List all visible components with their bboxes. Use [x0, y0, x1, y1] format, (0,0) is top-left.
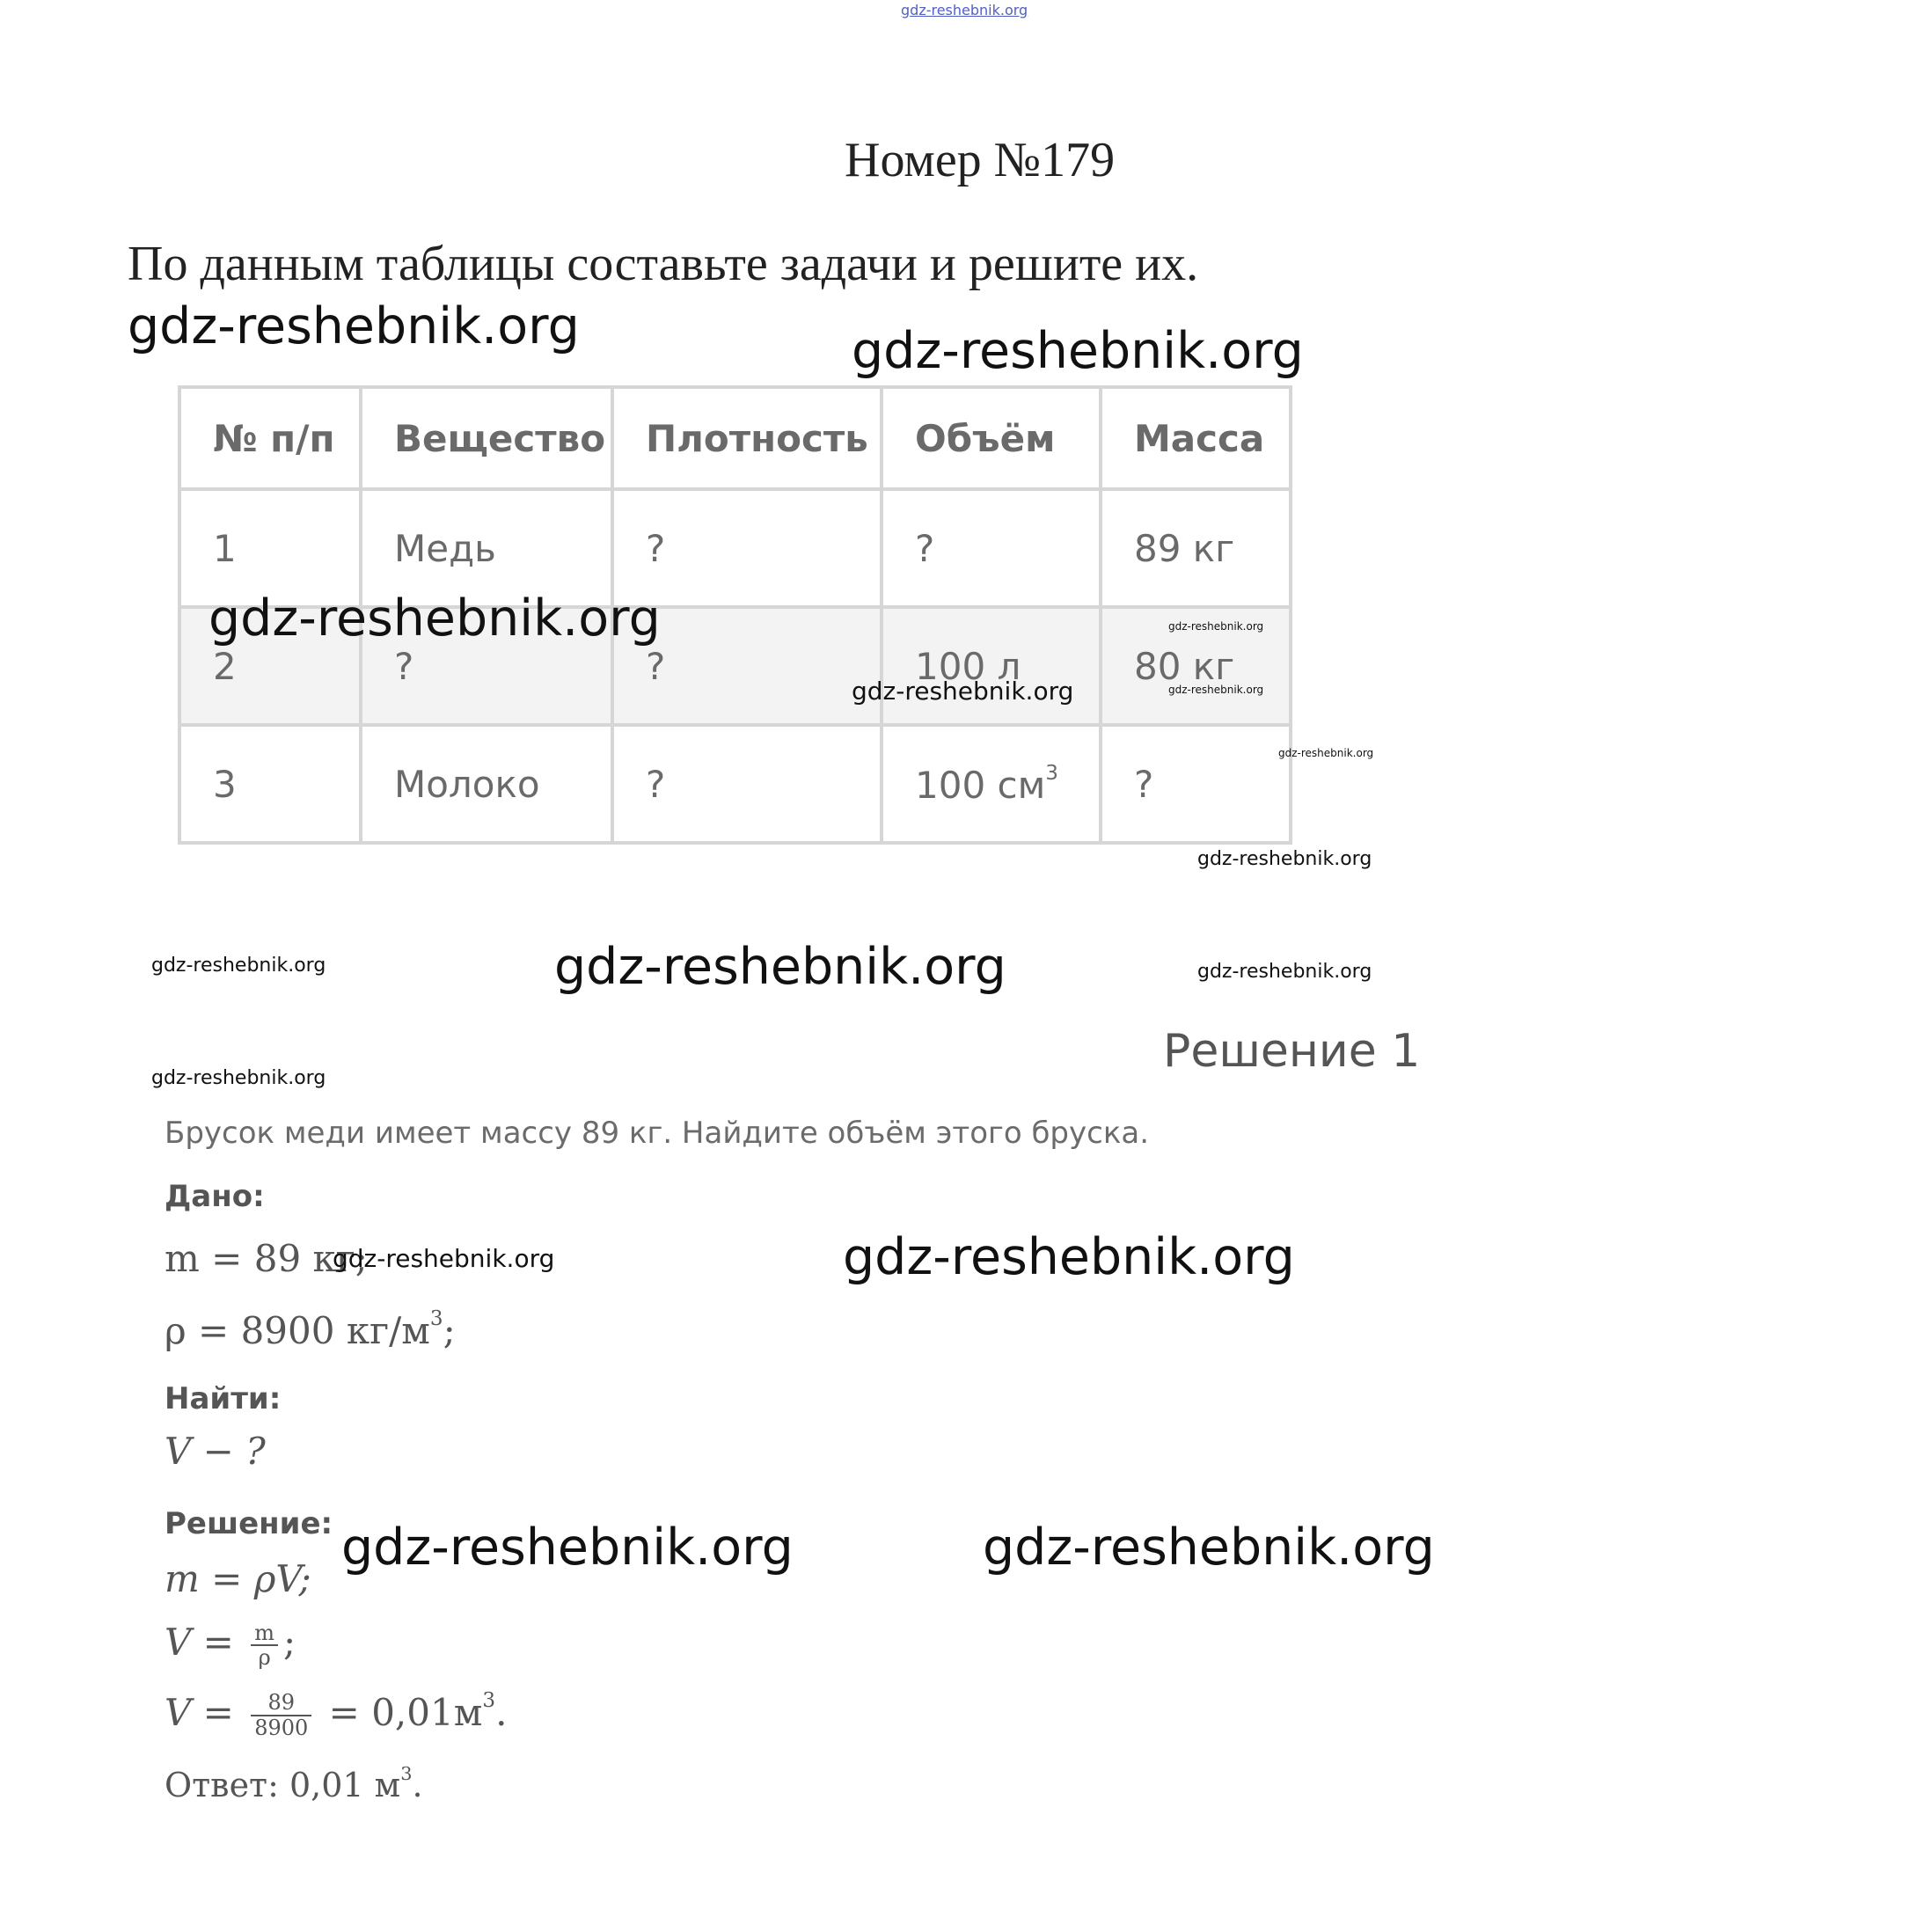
table-header-cell: Вещество [361, 387, 612, 489]
page-title: Номер №179 [845, 133, 1116, 187]
punctuation: . [412, 1765, 423, 1804]
table-cell: ? [612, 489, 882, 607]
solution-label [165, 1506, 333, 1541]
table-cell: ? [361, 607, 612, 725]
fraction [251, 1621, 278, 1670]
given-label-text: Дано: [165, 1179, 265, 1214]
table-cell [882, 725, 1101, 843]
fraction-numerator: m [251, 1621, 278, 1646]
watermark: gdz-reshebnik.org [1197, 848, 1372, 870]
punctuation: ; [443, 1308, 456, 1352]
given-mass: m = 89 кг; [165, 1237, 368, 1280]
equation-3-rhs: = 0,01м [328, 1690, 483, 1734]
table-cell: ? [1101, 725, 1291, 843]
watermark: gdz-reshebnik.org [1168, 684, 1264, 696]
superscript: 3 [429, 1307, 443, 1330]
watermark: gdz-reshebnik.org [333, 1244, 555, 1273]
watermark-top: gdz-reshebnik.org [901, 2, 1028, 18]
watermark: gdz-reshebnik.org [843, 1228, 1295, 1286]
find-volume [165, 1430, 266, 1473]
watermark: gdz-reshebnik.org [1197, 961, 1372, 983]
table-row [179, 725, 1291, 843]
fraction [251, 1691, 311, 1739]
watermark: gdz-reshebnik.org [151, 1067, 326, 1089]
equation-2 [165, 1621, 296, 1669]
watermark: gdz-reshebnik.org [852, 322, 1304, 380]
given-density [165, 1307, 456, 1352]
watermark: gdz-reshebnik.org [1278, 747, 1374, 759]
punctuation: . [495, 1690, 508, 1734]
table-header-cell: Объём [882, 387, 1101, 489]
superscript: 3 [400, 1763, 413, 1784]
fraction-denominator: 8900 [254, 1715, 309, 1740]
table-cell-value: 100 см [915, 763, 1046, 807]
table-cell: 89 кг [1101, 489, 1291, 607]
fraction-denominator: ρ [258, 1645, 271, 1670]
equation-1-text: m = ρV; [165, 1557, 311, 1600]
table-cell: 2 [179, 607, 361, 725]
table-cell: 1 [179, 489, 361, 607]
table-cell: 3 [179, 725, 361, 843]
answer-text: Ответ: 0,01 м [165, 1765, 401, 1804]
equation-3-lhs: V = [165, 1690, 234, 1734]
given-density-text: ρ = 8900 кг/м [165, 1308, 430, 1352]
watermark: gdz-reshebnik.org [209, 589, 661, 648]
watermark: gdz-reshebnik.org [1168, 620, 1264, 633]
table-header-cell: № п/п [179, 387, 361, 489]
table-cell: Медь [361, 489, 612, 607]
watermark: gdz-reshebnik.org [983, 1519, 1435, 1577]
table-header-cell: Плотность [612, 387, 882, 489]
problem-text: Брусок меди имеет массу 89 кг. Найдите объём этого бруска. [165, 1116, 1150, 1151]
watermark: gdz-reshebnik.org [151, 955, 326, 977]
solution-label-text: Решение: [165, 1506, 333, 1541]
find-volume-text: V − ? [165, 1430, 266, 1473]
solution-title: Решение 1 [1163, 1025, 1421, 1078]
table-cell: ? [612, 725, 882, 843]
equation-3 [165, 1689, 507, 1739]
table-cell: ? [882, 489, 1101, 607]
given-label [165, 1179, 265, 1214]
watermark: gdz-reshebnik.org [128, 297, 580, 355]
answer [165, 1763, 423, 1804]
table-header-cell: Масса [1101, 387, 1291, 489]
watermark: gdz-reshebnik.org [554, 938, 1006, 996]
table-cell: 80 кг [1101, 607, 1291, 725]
fraction-numerator: 89 [251, 1691, 311, 1716]
find-label-text: Найти: [165, 1381, 282, 1416]
superscript: 3 [1045, 761, 1058, 785]
task-statement: По данным таблицы составьте задачи и решите их. [128, 237, 1199, 291]
table-header-row [179, 387, 1291, 489]
watermark: gdz-reshebnik.org [852, 677, 1074, 706]
find-label [165, 1381, 281, 1416]
punctuation: ; [283, 1621, 296, 1664]
watermark: gdz-reshebnik.org [341, 1519, 794, 1577]
equation-1 [165, 1557, 311, 1600]
table-cell: Молоко [361, 725, 612, 843]
superscript: 3 [482, 1689, 496, 1712]
table-cell: ? [612, 607, 882, 725]
table-cell: 100 л [882, 607, 1101, 725]
equation-2-lhs: V = [165, 1621, 234, 1664]
